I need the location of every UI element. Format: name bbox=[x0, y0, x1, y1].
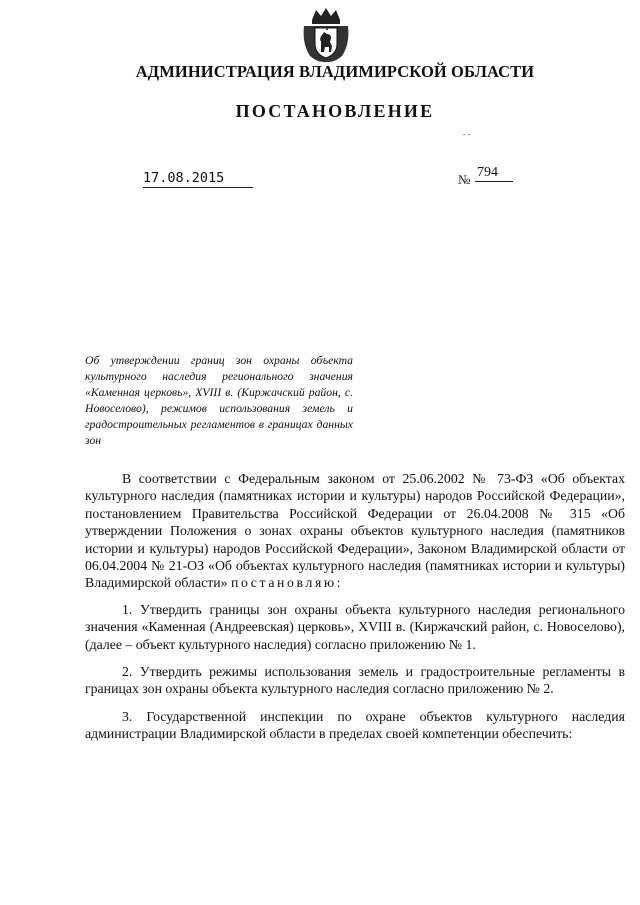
decree-word: постановляю: bbox=[230, 575, 344, 591]
item-1-paragraph: 1. Утвердить границы зон охраны объекта культурного наследия регионального значения «Каменная (Андреевская) церковь», XVIII в. (Киржачский район, с. Новоселово), (далее – объект культурного наследия) согласно приложению № 1. bbox=[85, 601, 625, 652]
document-type-title: ПОСТАНОВЛЕНИЕ bbox=[235, 101, 435, 121]
preamble-paragraph bbox=[85, 470, 625, 592]
document-number-label: № bbox=[458, 172, 471, 187]
organization-name: АДМИНИСТРАЦИЯ ВЛАДИМИРСКОЙ ОБЛАСТИ bbox=[135, 62, 535, 81]
document-date: 17.08.2015 bbox=[143, 170, 253, 188]
coat-of-arms-emblem bbox=[300, 6, 352, 64]
document-body bbox=[85, 470, 625, 753]
item-2-paragraph: 2. Утвердить режимы использования земель и градостроительные регламенты в границах зон охраны объекта культурного наследия согласно приложению № 2. bbox=[85, 664, 625, 697]
top-mark: - - bbox=[463, 130, 471, 139]
item-3-paragraph: 3. Государственной инспекции по охране объектов культурного наследия администрации Владимирской области в пределах своей компетенции обеспечить: bbox=[85, 708, 625, 742]
preamble-text: В соответствии с Федеральным законом от 25.06.2002 № 73-ФЗ «Об объектах культурного наследия (памятниках истории и культуры) народов Российской Федерации», постановлением Правительства Российской Федерации от 26.04.2008 № 315 «Об утверждении Положения о зонах охраны объектов культурного наследия (памятников истории и культуры) народов Российской Федерации», Законом Владимирской области от 06.04.2004 № 21-ОЗ «Об объектах культурного наследия (памятниках истории и культуры) Владимирской области» bbox=[85, 471, 625, 591]
document-number: 794 bbox=[475, 165, 513, 182]
document-subject: Об утверждении границ зон охраны объекта культурного наследия регионального значения «Каменная церковь», XVIII в. (Киржачский район, с. Новоселово), режимов использования земель и градостроительных регламентов в границах данных зон bbox=[85, 354, 353, 447]
